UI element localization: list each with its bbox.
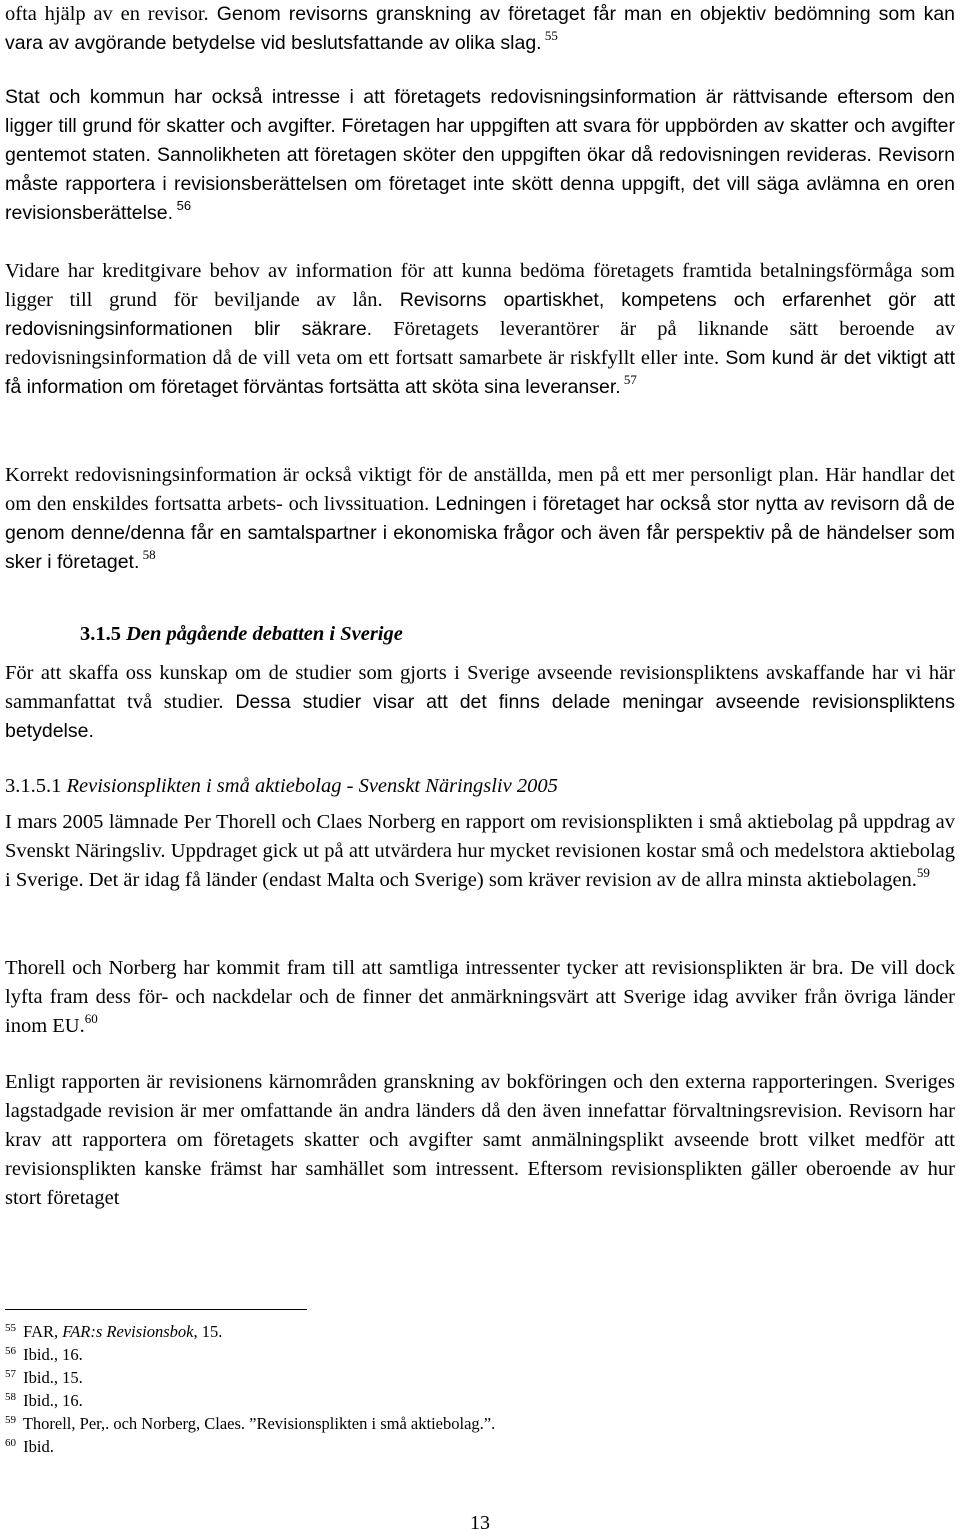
text-run: Som kund är det viktigt att få information om företaget förväntas fortsätta att sköta sina leveranser. <box>5 347 955 398</box>
section-heading <box>80 621 403 647</box>
footnote-ref: 60 <box>84 1011 98 1026</box>
footnote-ref: 55 <box>541 28 558 43</box>
footnote-text: , 15. <box>193 1322 223 1341</box>
text-run: I mars 2005 lämnade Per Thorell och Claes Norberg en rapport om revisionsplikten i små aktiebolag på uppdrag av Svenskt Näringsliv. Uppdraget gick ut på att utvärdera hur mycket revisionen kostar små och medelstora aktiebolag i Sverige. Det är idag få länder (endast Malta och Sverige) som kräver revision av de allra minsta aktiebolagen. <box>5 811 955 891</box>
footnote-text: FAR, <box>19 1322 63 1341</box>
text-run: Stat och kommun har också intresse i att företagets redovisningsinformation är rättvisande eftersom den ligger till grund för skatter och avgifter. Företagen har uppgiften att svara för uppbörden av skatter och avgifter gentemot staten. Sannolikheten att företagen sköter den uppgiften ökar då redovisningen revideras. Revisorn måste rapportera i revisionsberättelsen om företaget inte skött denna uppgift, det vill säga avlämna en oren revisionsberättelse. <box>5 86 955 224</box>
footnote-number: 56 <box>5 1345 16 1357</box>
paragraph-revisor <box>5 0 955 58</box>
subsection-heading <box>5 773 558 799</box>
text-run: Här handlar det om den enskildes fortsatta arbets- och livssituation. <box>5 464 955 515</box>
footnote-item <box>5 1412 905 1435</box>
footnote-item <box>5 1435 905 1458</box>
text-run: ofta hjälp av en revisor. <box>5 3 209 25</box>
subsection-number: 3.1.5.1 <box>5 775 62 797</box>
footnote-number: 58 <box>5 1391 16 1403</box>
paragraph-stat-kommun <box>5 83 955 228</box>
text-run: Genom revisorns granskning av företaget får man en objektiv bedömning som kan vara av avgörande betydelse vid beslutsfattande av olika slag. <box>5 3 956 54</box>
paragraph-kreditgivare <box>5 257 955 402</box>
paragraph-anstallda <box>5 461 955 577</box>
paragraph-studier <box>5 659 955 746</box>
footnote-text: Thorell, Per,. och Norberg, Claes. ”Revisionsplikten i små aktiebolag.”. <box>19 1414 496 1433</box>
footnote-ref: 58 <box>139 547 156 562</box>
page-number: 13 <box>470 1512 490 1534</box>
footnote-title: FAR:s Revisionsbok <box>62 1322 194 1341</box>
footnote-text: Ibid., 16. <box>19 1391 83 1410</box>
text-run: Dessa studier visar att det finns delade meningar avseende revisionspliktens betydelse. <box>5 691 956 742</box>
footnote-ref: 57 <box>620 372 637 387</box>
footnote-number: 59 <box>5 1414 16 1426</box>
footnotes <box>5 1320 905 1458</box>
footnote-text: Ibid., 16. <box>19 1345 83 1364</box>
footnote-ref: 56 <box>173 198 192 213</box>
text-run: För att skaffa oss kunskap om de studier som gjorts i Sverige avseende revisionspliktens avskaffande har vi här sammanfattat två studier. <box>5 662 955 713</box>
section-number: 3.1.5 <box>80 623 121 645</box>
footnote-separator <box>5 1309 307 1310</box>
subsection-title: Revisionsplikten i små aktiebolag - Svenskt Näringsliv 2005 <box>61 775 558 797</box>
footnote-number: 60 <box>5 1437 16 1449</box>
text-run: Enligt rapporten är revisionens kärnområden granskning av bokföringen och den externa rapporteringen. Sveriges lagstadgade revision är mer omfattande än andra länders då den även innefattar förvaltningsrevision. Revisorn har krav att rapportera om företagets skatter och avgifter samt anmälningsplikt avseende brott vilket medför att revisionsplikten kanske främst har samhället som intressent. Eftersom revisionsplikten gäller oberoende av hur stort företaget <box>5 1071 955 1209</box>
footnote-item <box>5 1389 905 1412</box>
text-run: Vidare har kreditgivare behov av information för att kunna bedöma företagets framtida betalningsförmåga som ligger till grund för beviljande av lån. <box>5 260 955 311</box>
text-run: Revisorns opartiskhet, kompetens och erfarenhet gör att redovisningsinformationen blir säkrare. <box>5 289 955 340</box>
footnote-item <box>5 1343 905 1366</box>
footnote-item <box>5 1320 905 1343</box>
paragraph-intressenter <box>5 954 955 1041</box>
paragraph-karnomraden <box>5 1068 955 1213</box>
text-run: Företagets leverantörer är på liknande sätt beroende av redovisningsinformation då de vill veta om ett fortsatt samarbete är riskfyllt eller inte. <box>5 318 955 369</box>
footnote-text: Ibid., 15. <box>19 1368 83 1387</box>
section-title: Den pågående debatten i Sverige <box>121 623 403 645</box>
text-run: Thorell och Norberg har kommit fram till att samtliga intressenter tycker att revisionsplikten är bra. De vill dock lyfta fram dess för- och nackdelar och de finner det anmärkningsvärt att Sverige idag avviker från övriga länder inom EU. <box>5 957 955 1037</box>
footnote-ref: 59 <box>916 865 930 880</box>
footnote-text: Ibid. <box>19 1437 54 1456</box>
footnote-number: 57 <box>5 1368 16 1380</box>
text-run: Ledningen i företaget har också stor nytta av revisorn då de genom denne/denna får en samtalspartner i ekonomiska frågor och även får perspektiv på de händelser som sker i företaget. <box>5 493 955 573</box>
text-run: Korrekt redovisningsinformation är också viktigt för de anställda, men på ett mer personligt plan. <box>5 464 819 486</box>
paragraph-thorell-norberg-rapport <box>5 808 955 895</box>
footnote-number: 55 <box>5 1322 16 1334</box>
footnote-item <box>5 1366 905 1389</box>
